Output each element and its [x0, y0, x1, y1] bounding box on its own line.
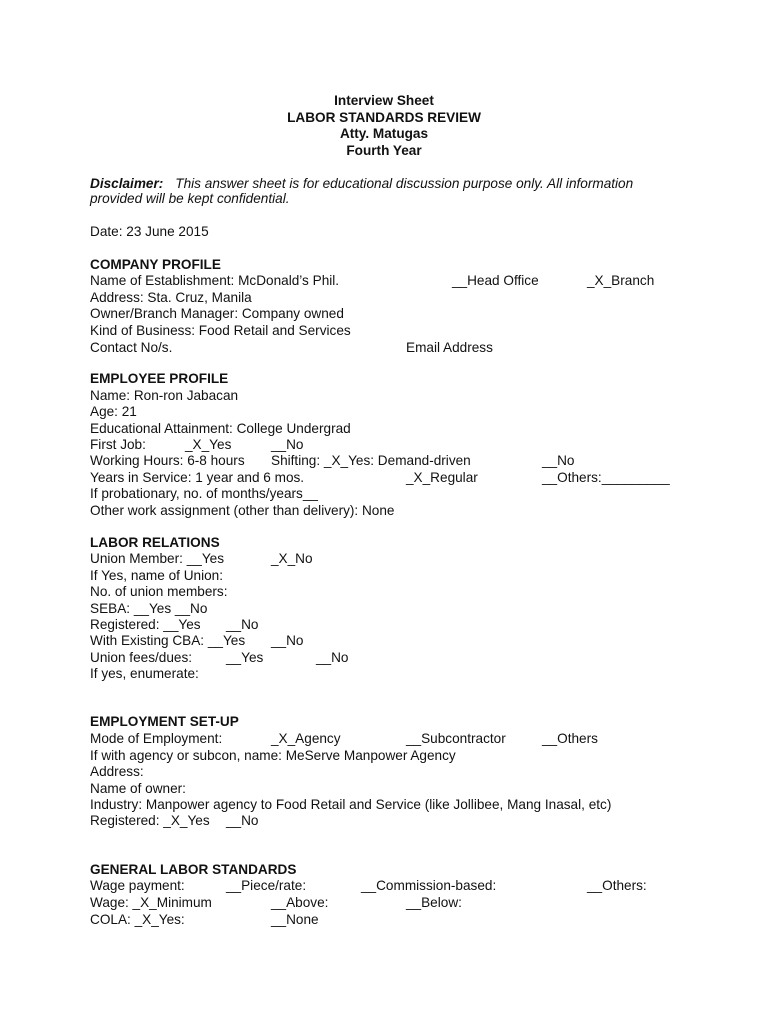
company-profile-heading: COMPANY PROFILE: [90, 257, 221, 272]
union-fees-no: __No: [316, 650, 349, 665]
owner-manager: Owner/Branch Manager: Company owned: [90, 306, 344, 321]
interview-date: Date: 23 June 2015: [90, 224, 209, 239]
disclaimer-text-2: provided will be kept confidential.: [90, 191, 290, 206]
first-job-no: __No: [271, 437, 304, 452]
year-level: Fourth Year: [346, 143, 422, 158]
first-job-yes: _X_Yes: [185, 437, 232, 452]
union-member-yes: Union Member: __Yes: [90, 551, 224, 566]
other-work-assignment: Other work assignment (other than delivery): None: [90, 503, 395, 518]
others-option: __Others:_________: [542, 470, 670, 485]
years-in-service: Years in Service: 1 year and 6 mos.: [90, 470, 305, 485]
business-kind: Kind of Business: Food Retail and Services: [90, 323, 351, 338]
existing-cba-yes: With Existing CBA: __Yes: [90, 633, 246, 648]
employment-mode-label: Mode of Employment:: [90, 731, 223, 746]
agency-owner: Name of owner:: [90, 781, 186, 796]
employee-profile-heading: EMPLOYEE PROFILE: [90, 371, 229, 386]
agency-name: If with agency or subcon, name: MeServe Manpower Agency: [90, 748, 456, 763]
agency-address: Address:: [90, 764, 144, 779]
working-hours: Working Hours: 6-8 hours: [90, 453, 245, 468]
union-member-no: _X_No: [271, 551, 313, 566]
first-job-label: First Job:: [90, 437, 146, 452]
shifting-no: __No: [542, 453, 575, 468]
establishment-name: Name of Establishment: McDonald’s Phil.: [90, 273, 340, 288]
disclaimer-text-1: This answer sheet is for educational discussion purpose only. All information: [175, 176, 634, 191]
subcontractor-option: __Subcontractor: [406, 731, 506, 746]
others-mode-option: __Others: [542, 731, 598, 746]
regular-option: _X_Regular: [406, 470, 478, 485]
cola-none: __None: [271, 912, 319, 927]
enumerate-fees: If yes, enumerate:: [90, 666, 199, 681]
contact-numbers: Contact No/s.: [90, 340, 173, 355]
shifting: Shifting: _X_Yes: Demand-driven: [271, 453, 471, 468]
agency-option: _X_Agency: [271, 731, 341, 746]
email-address: Email Address: [406, 340, 493, 355]
instructor-name: Atty. Matugas: [339, 126, 429, 141]
agency-registered-no: __No: [226, 813, 259, 828]
employment-setup-heading: EMPLOYMENT SET-UP: [90, 714, 239, 729]
union-name: If Yes, name of Union:: [90, 568, 224, 583]
course-title: LABOR STANDARDS REVIEW: [287, 110, 481, 125]
registered-no: __No: [226, 617, 259, 632]
others-wage-option: __Others:: [587, 878, 647, 893]
agency-industry: Industry: Manpower agency to Food Retail and Service (like Jollibee, Mang Inasal, etc): [90, 797, 612, 812]
agency-registered-yes: Registered: _X_Yes: [90, 813, 210, 828]
wage-above: __Above:: [271, 895, 329, 910]
seba-options: SEBA: __Yes __No: [90, 601, 208, 616]
union-fees-label: Union fees/dues:: [90, 650, 193, 665]
disclaimer-label: Disclaimer:: [90, 176, 164, 191]
employee-name: Name: Ron-ron Jabacan: [90, 388, 239, 403]
sheet-title: Interview Sheet: [334, 93, 434, 108]
labor-relations-heading: LABOR RELATIONS: [90, 535, 220, 550]
general-labor-heading: GENERAL LABOR STANDARDS: [90, 862, 297, 877]
probationary-period: If probationary, no. of months/years__: [90, 486, 318, 501]
piece-rate-option: __Piece/rate:: [226, 878, 307, 893]
branch-option: _X_Branch: [587, 273, 655, 288]
wage-below: __Below:: [406, 895, 462, 910]
employee-age: Age: 21: [90, 404, 137, 419]
cola-yes: COLA: _X_Yes:: [90, 912, 185, 927]
head-office-option: __Head Office: [452, 273, 539, 288]
existing-cba-no: __No: [271, 633, 304, 648]
union-member-count: No. of union members:: [90, 584, 228, 599]
union-fees-yes: __Yes: [226, 650, 264, 665]
commission-option: __Commission-based:: [361, 878, 497, 893]
wage-payment-label: Wage payment:: [90, 878, 185, 893]
registered-yes: Registered: __Yes: [90, 617, 201, 632]
educational-attainment: Educational Attainment: College Undergrad: [90, 421, 351, 436]
disclaimer: [90, 176, 633, 192]
wage-minimum: Wage: _X_Minimum: [90, 895, 212, 910]
company-address: Address: Sta. Cruz, Manila: [90, 290, 252, 305]
